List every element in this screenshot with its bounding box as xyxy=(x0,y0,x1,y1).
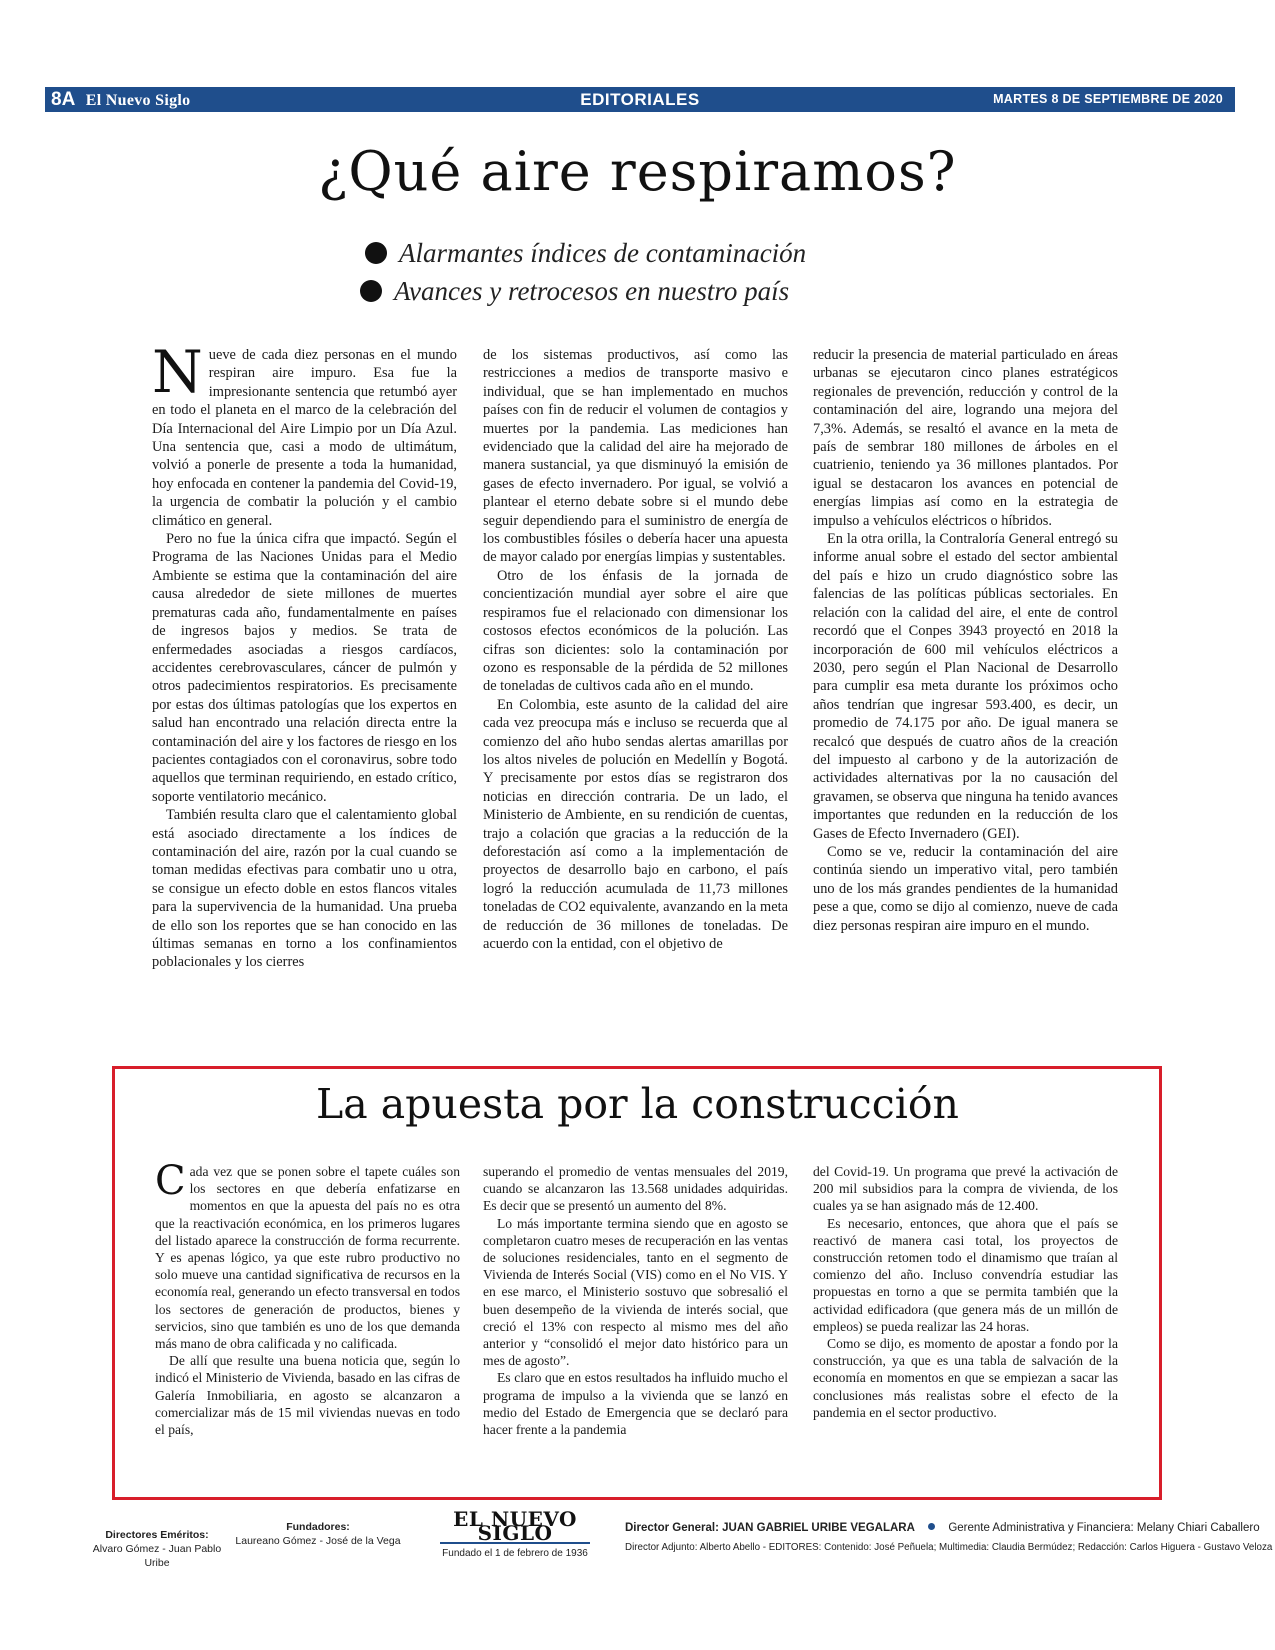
director-general: Director General: JUAN GABRIEL URIBE VEGALARA xyxy=(625,1522,915,1534)
editorial-1-title: ¿Qué aire respiramos? xyxy=(318,140,957,203)
paragraph: Otro de los énfasis de la jornada de concientización mundial ayer sobre el aire que respiramos fue el relacionado con dimensionar los costosos efectos económicos de la polución. Las cifras son dicientes: solo la contaminación por ozono es responsable de la pérdida de 52 millones de toneladas de cultivos cada año en el mundo. xyxy=(483,567,788,695)
editorial-1-column-3 xyxy=(813,346,1118,1048)
paragraph: superando el promedio de ventas mensuales del 2019, cuando se alcanzaron las 13.568 unidades adquiridas. Es decir que se presentó un aumento del 8%. xyxy=(483,1164,788,1214)
paragraph: Es claro que en estos resultados ha influido mucho el programa de impulso a la vivienda que se lanzó en medio del Estado de Emergencia que se declaró para hacer frente a la pandemia xyxy=(483,1370,788,1438)
newspaper-logo xyxy=(440,1507,590,1561)
editorial-1-subhead-1: Alarmantes índices de contaminación xyxy=(365,238,806,269)
masthead-footer xyxy=(0,1507,1275,1570)
paragraph: En Colombia, este asunto de la calidad del aire cada vez preocupa más e incluso se recuerda que al comienzo del año hubo sendas alertas amarillas por los altos niveles de polución en Medellín y Bogotá. Y precisamente por estos días se registraron dos noticias en dirección contraria. De un lado, el Ministerio de Ambiente, en su rendición de cuentas, trajo a colación que gracias a la reducción de la deforestación así como a la implementación de proyectos de desarrollo bajo en carbono, el país logró la reducción acumulada de 11,73 millones toneladas de CO2 equivalente, avanzando en la meta de reducción de 36 millones de toneladas. De acuerdo con la entidad, con el objetivo de xyxy=(483,696,788,952)
paragraph: De allí que resulte una buena noticia que, según lo indicó el Ministerio de Vivienda, basado en las cifras de Galería Inmobiliaria, en agosto se alcanzaron a comercializar más de 15 mil viviendas nuevas en todo el país, xyxy=(155,1353,460,1438)
section-name: EDITORIALES xyxy=(580,90,700,109)
paragraph: de los sistemas productivos, así como las restricciones a medios de transporte masivo e individual, que se han implementado en muchos países con fin de reducir el volumen de contagios y muertes por la pandemia. Las mediciones han evidenciado que la calidad del aire ha mejorado de manera sustancial, ya que disminuyó la emisión de gases de efecto invernadero. Por igual, se volvió a plantear el eterno debate sobre si el mundo debe seguir dependiendo para el suministro de energía de los combustibles fósiles o debería hacer una apuesta de mayor calado por energías limpias y sustentables. xyxy=(483,347,788,566)
paragraph: Como se dijo, es momento de apostar a fondo por la construcción, ya que es una tabla de salvación de la economía en momentos en que se empiezan a sacar las conclusiones más realistas sobre el efecto de la pandemia en el sector productivo. xyxy=(813,1336,1118,1420)
editors-line: Director Adjunto: Alberto Abello - EDITORES: Contenido: José Peñuela; Multimedia: Claudia Bermúdez; Redacción: Carlos Higuera - Gustavo Veloza xyxy=(625,1542,1273,1553)
paragraph: Como se ve, reducir la contaminación del aire continúa siendo un imperativo vital, pero también uno de los más grandes pendientes de la humanidad pese a que, como se dijo al comienzo, nueve de cada diez personas respiran aire impuro en el mundo. xyxy=(813,843,1118,934)
editorial-1-column-2 xyxy=(483,346,788,1048)
paragraph: del Covid-19. Un programa que prevé la activación de 200 mil subsidios para la compra de vivienda, de los cuales ya se han asignado más de 12.400. xyxy=(813,1164,1118,1214)
editorial-2-column-1 xyxy=(155,1163,460,1485)
paragraph: En la otra orilla, la Contraloría General entregó su informe anual sobre el estado del sector ambiental del país e hizo un crudo diagnóstico sobre las falencias de las políticas públicas sectoriales. En relación con la calidad del aire, el ente de control recordó que el Conpes 3943 proyectó en 2018 la incorporación de 600 mil vehículos eléctricos a 2030, pero según el Plan Nacional de Desarrollo para cumplir esa meta durante los próximos ocho años tendrían que ingresar 593.400, es decir, un promedio de 74.175 por año. De igual manera se recalcó que después de cuatro años de la creación del impuesto al carbono y de la autorización de actividades alternativas por la no causación del gravamen, se observa que ninguna ha tenido avances importantes que redunden en la reducción de los Gases de Efecto Invernadero (GEI). xyxy=(813,531,1118,842)
founded-date: Fundado el 1 de febrero de 1936 xyxy=(442,1548,588,1559)
editorial-2-column-3 xyxy=(813,1163,1118,1485)
staff-credits xyxy=(625,1518,1272,1558)
bullet-icon xyxy=(365,242,387,264)
directors-emeritus: Directores Eméritos: Alvaro Gómez - Juan Pablo Uribe xyxy=(92,1529,222,1569)
drop-cap: N xyxy=(152,346,203,406)
section-header-bar xyxy=(45,87,1235,112)
page-number: 8A xyxy=(51,89,76,110)
logo-text: EL NUEVO SIGLO xyxy=(440,1512,590,1544)
drop-cap: C xyxy=(155,1163,186,1204)
paragraph: También resulta claro que el calentamiento global está asociado directamente a los índices de contaminación del aire, razón por la cual cuando se toman medidas efectivas para combatir uno u otra, se consigue un efecto doble en estos flancos vitales para la supervivencia de la humanidad. Una prueba de ello son los reportes que se han conocido en las últimas semanas en torno a los confinamientos poblacionales y los cierres xyxy=(152,807,457,971)
founders: Fundadores: Laureano Gómez - José de la Vega xyxy=(235,1521,401,1547)
paragraph: Nueve de cada diez personas en el mundo respiran aire impuro. Esa fue la impresionante sentencia que retumbó ayer en todo el planeta en el marco de la celebración del Día Internacional del Aire Limpio por un Día Azul. Una sentencia que, casi a modo de ultimátum, volvió a ponerle de presente a toda la humanidad, hoy enfocada en contener la pandemia del Covid-19, la urgencia de combatir la polución y el cambio climático en general. xyxy=(152,346,457,529)
publication-date: MARTES 8 DE SEPTIEMBRE DE 2020 xyxy=(993,92,1223,106)
paragraph: Cada vez que se ponen sobre el tapete cuáles son los sectores en que debería enfatizarse en momentos en que la apuesta del país no es otra que la reactivación económica, en los primeros lugares del listado aparece la construcción de forma recurrente. Y es apenas lógico, ya que este rubro productivo no solo mueve una cantidad significativa de recursos en la economía real, generando un efecto transversal en todos los sectores de generación de productos, bienes y servicios, sino que también es uno de los que demanda más mano de obra calificada y no calificada. xyxy=(155,1163,460,1352)
editorial-2-column-2 xyxy=(483,1163,788,1485)
paragraph: Es necesario, entonces, que ahora que el país se reactivó de manera casi total, los proyectos de construcción retomen todo el dinamismo que traían al comienzo del año. Incluso convendría estudiar las propuestas en torno a que se permita también que la actividad edificadora (que genera más de un millón de empleos) se pueda realizar las 24 horas. xyxy=(813,1215,1118,1334)
editorial-1-subhead-2: Avances y retrocesos en nuestro país xyxy=(360,276,789,307)
editorial-1-column-1 xyxy=(152,346,457,1048)
gerente: Gerente Administrativa y Financiera: Melany Chiari Caballero xyxy=(948,1522,1260,1534)
paragraph: Pero no fue la única cifra que impactó. Según el Programa de las Naciones Unidas para el Medio Ambiente se estima que la contaminación del aire causa alrededor de siete millones de muertes prematuras cada año, fundamentalmente en países de ingresos bajos y medios. Se trata de enfermedades asociadas a riesgos cardíacos, accidentes cerebrovasculares, cáncer de pulmón y otros padecimientos respiratorios. Es precisamente por estas dos últimas patologías que los expertos en salud han encontrado una relación directa entre la contaminación del aire y los factores de riesgo en los pacientes contagiados con el coronavirus, sobre todo aquellos que terminan requiriendo, en estado crítico, soporte ventilatorio mecánico. xyxy=(152,531,457,805)
publication-name: El Nuevo Siglo xyxy=(85,92,191,109)
bullet-icon xyxy=(360,280,382,302)
paragraph: reducir la presencia de material particulado en áreas urbanas se ejecutaron cinco planes estratégicos regionales de prevención, reducción y control de la contaminación del aire, logrando una mejora del 7,3%. Además, se resaltó el avance en la meta de país de sembrar 180 millones de árboles en el cuatrienio, teniendo ya 36 millones plantados. Por igual se destacaron los avances en potencial de energías limpias así como en la estrategia de impulso a vehículos eléctricos o híbridos. xyxy=(813,347,1118,529)
editorial-2-title: La apuesta por la construcción xyxy=(316,1080,959,1128)
paragraph: Lo más importante termina siendo que en agosto se completaron cuatro meses de recuperación en las ventas de soluciones residenciales, tanto en el segmento de Vivienda de Interés Social (VIS) como en el No VIS. Y en ese marco, el Ministerio sostuvo que sobresalió el buen desempeño de la vivienda de interés social, que creció el 13% con respecto al mismo mes del año anterior y “consolidó el mejor dato histórico para un mes de agosto”. xyxy=(483,1215,788,1369)
separator-dot-icon xyxy=(928,1523,935,1530)
